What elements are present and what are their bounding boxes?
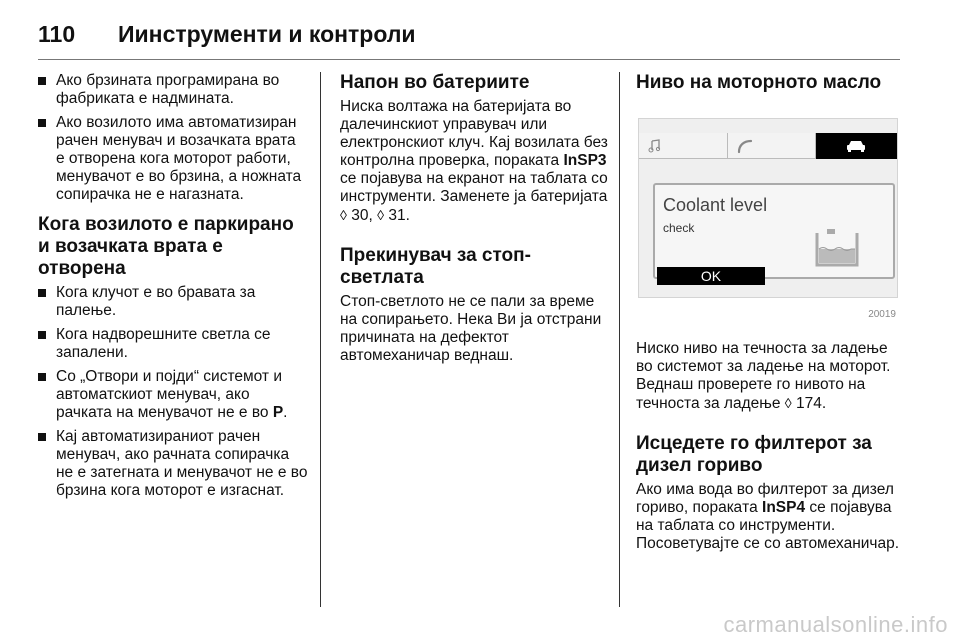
section-heading-oil-level: Ниво на моторното масло	[636, 72, 882, 93]
coolant-tank-icon	[809, 229, 863, 269]
section-heading-brake-switch: Прекинувач за стоп-светлата	[340, 245, 531, 288]
reference-arrow-icon: ◊	[377, 207, 385, 223]
list-item: Ако брзината програмирана во фабриката е надмината.	[38, 72, 308, 108]
column-divider-1	[320, 72, 321, 607]
reference-arrow-icon: ◊	[784, 395, 792, 411]
list-item: Ако возилото има автоматизиран рачен менувач и возачката врата е отворена кога моторот работи, менувачот е во брзина, а ножната сопирачка не е нагазната.	[38, 114, 308, 204]
list-item: Кај автоматизираниот рачен менувач, ако рачната сопирачка не е затегната и менувачот не е во брзина кога моторот е изгаснат.	[38, 428, 308, 500]
section-heading-diesel-filter: Исцедете го филтерот за дизел гориво	[636, 433, 872, 476]
bullet-icon	[38, 433, 46, 441]
image-id: 20019	[868, 309, 896, 320]
section-heading-battery: Напон во батериите	[340, 72, 530, 93]
diesel-filter-text: Ако има вода во филтерот за дизел гориво, поракaта InSP4 се појавува на таблата со инструменти. Посоветувајте се со автомеханичар.	[636, 481, 900, 552]
page-number: 110	[38, 20, 76, 47]
section-heading: Кога возилото е паркирано и возачката врата е отворена	[38, 214, 294, 279]
chapter-title: Иинструменти и контроли	[118, 20, 416, 47]
phone-icon	[736, 138, 754, 154]
tab-vehicle	[816, 133, 897, 159]
bullet-icon	[38, 119, 46, 127]
list-item: Кога надворешните светла се запалени.	[38, 326, 308, 362]
tab-audio	[639, 133, 728, 159]
gear-position-p: P	[272, 404, 284, 421]
battery-text: Ниска волтажа на батеријата во далечинскиот управувач или електронскиот клуч. Кај возилата без контролна проверка, поракaта InSP3 се појавува на екранот на таблата со инструменти. Заменете ја батеријата ◊ 30, ◊ 31.	[340, 98, 608, 224]
column-3	[636, 72, 904, 553]
car-icon	[845, 139, 867, 153]
column-1	[38, 72, 308, 506]
page-header	[38, 14, 416, 54]
brake-switch-text: Стоп-светлото не се пали за време на сопирањето. Нека Ви ја отстрани причината на дефектот автомеханичар веднаш.	[340, 293, 602, 364]
bullet-icon	[38, 77, 46, 85]
music-note-icon	[647, 139, 661, 153]
header-rule	[38, 59, 900, 60]
tab-phone	[728, 133, 817, 159]
coolant-text: Ниско ниво на течноста за ладење во системот за ладење на моторот. Веднаш проверете го нивото на течноста за ладење ◊ 174.	[636, 340, 891, 412]
list-item: Со „Отвори и појди“ системот и автоматскиот менувач, ако рачката на менувачот не е во P.	[38, 368, 308, 422]
code-insp4: InSP4	[762, 499, 806, 516]
bullet-icon	[38, 289, 46, 297]
code-insp3: InSP3	[563, 152, 607, 169]
list-item: Кога клучот е во бравата за палење.	[38, 284, 308, 320]
ok-button: OK	[657, 267, 765, 285]
display-illustration	[636, 108, 902, 320]
message-title: Coolant level	[663, 195, 768, 215]
reference-arrow-icon: ◊	[340, 207, 347, 223]
column-divider-2	[619, 72, 620, 607]
display-tabs	[639, 133, 897, 159]
watermark: carmanualsonline.info	[723, 612, 948, 637]
message-subtitle: check	[663, 221, 695, 235]
bullet-icon	[38, 373, 46, 381]
info-display	[638, 118, 898, 298]
bullet-icon	[38, 331, 46, 339]
column-2	[340, 72, 608, 365]
